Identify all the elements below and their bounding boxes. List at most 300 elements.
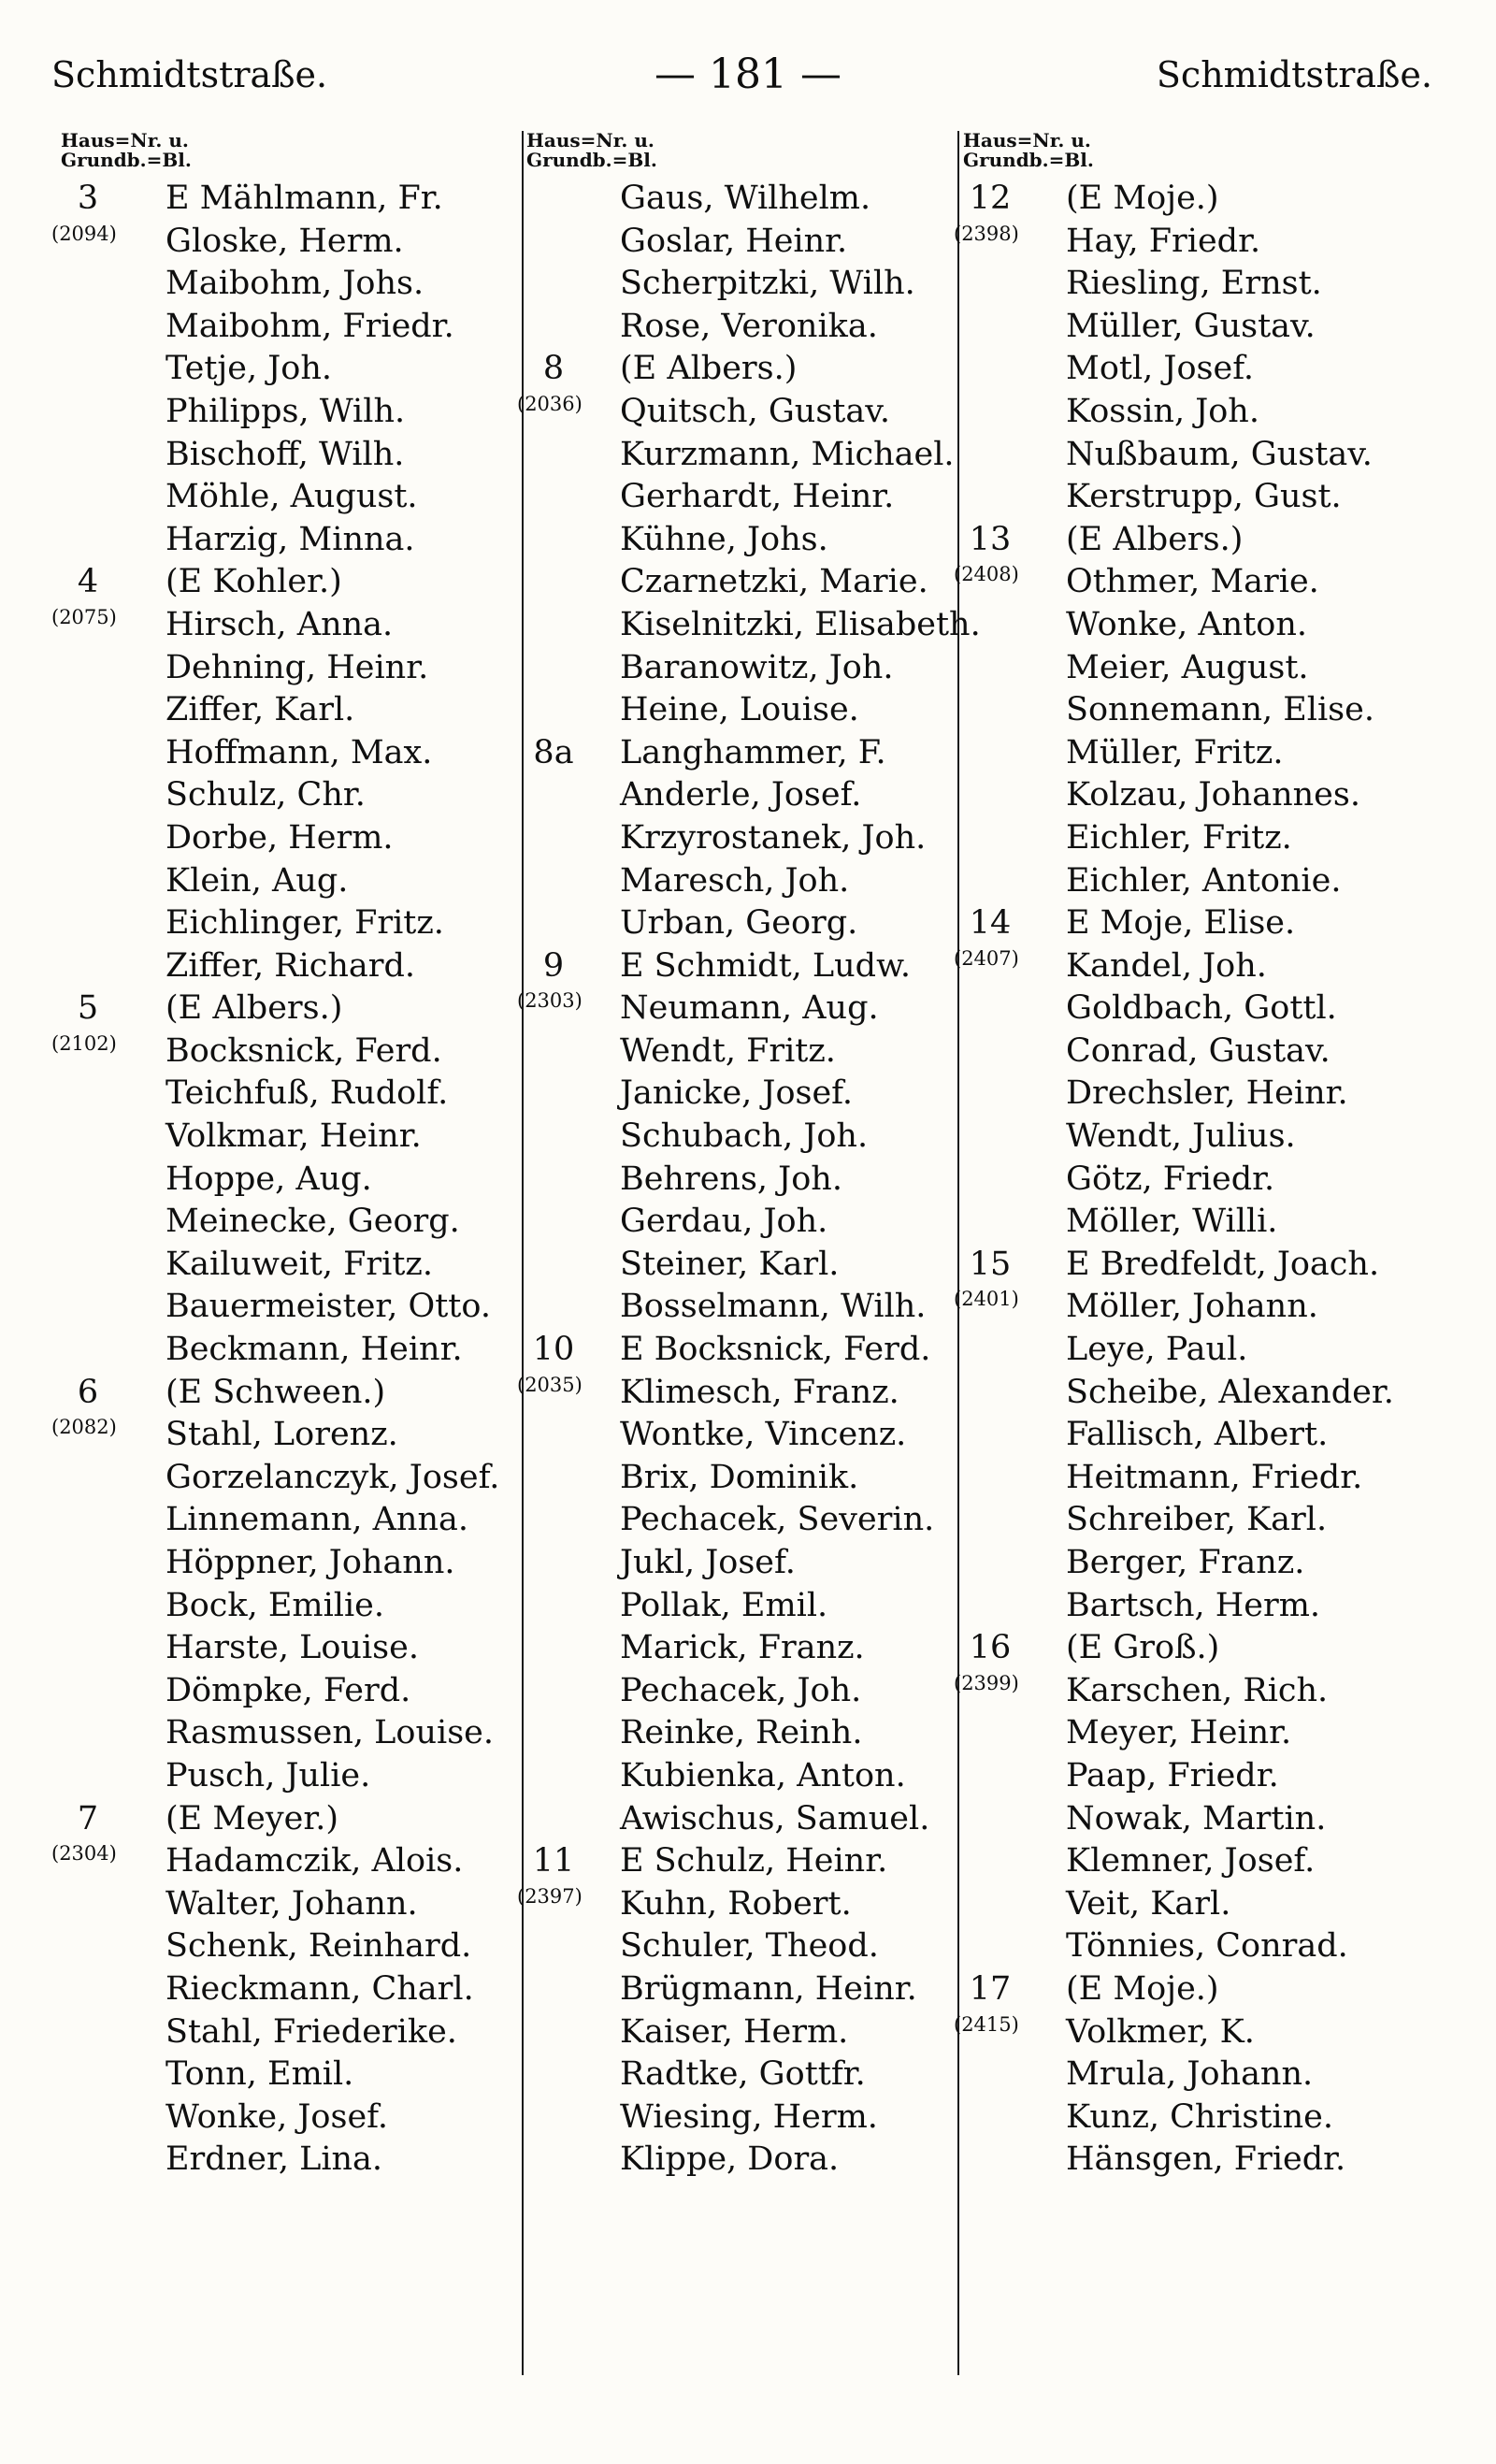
resident-name: Dömpke, Ferd. bbox=[165, 1671, 411, 1709]
resident-name: Krzyrostanek, Joh. bbox=[620, 818, 927, 857]
resident-name: Heitmann, Friedr. bbox=[1066, 1458, 1363, 1496]
list-item bbox=[963, 178, 1440, 221]
resident-name: (E Moje.) bbox=[1066, 1969, 1219, 2008]
resident-name: Teichfuß, Rudolf. bbox=[165, 1074, 449, 1113]
resident-name: Motl, Josef. bbox=[1066, 350, 1255, 388]
resident-name: Möller, Johann. bbox=[1066, 1288, 1318, 1326]
resident-name: Tonn, Emil. bbox=[165, 2055, 354, 2094]
resident-name: Gorzelanczyk, Josef. bbox=[165, 1458, 500, 1496]
list-item bbox=[61, 2139, 528, 2182]
list-item bbox=[526, 434, 966, 477]
resident-name: Rasmussen, Louise. bbox=[165, 1714, 494, 1752]
list-item bbox=[526, 1840, 966, 1883]
resident-name: Bock, Emilie. bbox=[165, 1586, 385, 1624]
resident-name: Maresch, Joh. bbox=[620, 861, 850, 900]
resident-name: Linnemann, Anna. bbox=[165, 1501, 468, 1539]
resident-name: (E Meyer.) bbox=[165, 1799, 339, 1837]
resident-name: Berger, Franz. bbox=[1066, 1544, 1305, 1581]
list-item bbox=[963, 391, 1440, 434]
list-item bbox=[526, 1073, 966, 1116]
resident-name: Harzig, Minna. bbox=[165, 520, 415, 558]
list-item bbox=[954, 221, 1440, 264]
list-item bbox=[526, 306, 966, 349]
list-item bbox=[963, 1925, 1440, 1968]
list-item bbox=[963, 860, 1440, 903]
house-number: 14 bbox=[969, 904, 1012, 943]
resident-name: Maibohm, Friedr. bbox=[165, 307, 454, 345]
list-item bbox=[526, 774, 966, 817]
resident-name: Müller, Fritz. bbox=[1066, 733, 1284, 771]
list-item bbox=[963, 1244, 1440, 1287]
resident-name: Veit, Karl. bbox=[1066, 1884, 1231, 1923]
resident-name: Beckmann, Heinr. bbox=[165, 1331, 463, 1369]
resident-name: Kuhn, Robert. bbox=[620, 1884, 852, 1923]
land-register-number: (2415) bbox=[954, 2012, 1019, 2036]
list-item bbox=[61, 1968, 528, 2011]
resident-name: Volkmar, Heinr. bbox=[165, 1117, 422, 1156]
list-item bbox=[51, 1414, 528, 1457]
list-item bbox=[526, 2011, 966, 2054]
resident-name: Baranowitz, Joh. bbox=[620, 648, 894, 686]
resident-list bbox=[51, 178, 528, 2182]
list-item bbox=[963, 1499, 1440, 1542]
list-item bbox=[61, 476, 528, 519]
resident-name: Schreiber, Karl. bbox=[1066, 1501, 1328, 1539]
list-item bbox=[526, 263, 966, 306]
list-item bbox=[963, 348, 1440, 391]
resident-name: Schulz, Chr. bbox=[165, 776, 366, 814]
resident-name: Bischoff, Wilh. bbox=[165, 435, 405, 473]
resident-name: E Moje, Elise. bbox=[1066, 904, 1296, 943]
resident-name: Nowak, Martin. bbox=[1066, 1799, 1327, 1837]
list-item bbox=[963, 2053, 1440, 2097]
list-item bbox=[963, 1329, 1440, 1372]
list-item bbox=[963, 647, 1440, 690]
column-header bbox=[61, 131, 528, 178]
resident-name: Schenk, Reinhard. bbox=[165, 1927, 472, 1966]
list-item bbox=[963, 689, 1440, 732]
resident-name: Brix, Dominik. bbox=[620, 1458, 859, 1496]
resident-name: Kandel, Joh. bbox=[1066, 946, 1267, 985]
list-item bbox=[954, 1286, 1440, 1329]
resident-name: Tönnies, Conrad. bbox=[1066, 1927, 1348, 1966]
resident-name: Gerdau, Joh. bbox=[620, 1203, 828, 1241]
resident-name: Heine, Louise. bbox=[620, 691, 859, 729]
list-item bbox=[963, 476, 1440, 519]
resident-name: Radtke, Gottfr. bbox=[620, 2055, 866, 2094]
resident-name: Höppner, Johann. bbox=[165, 1544, 455, 1581]
list-item bbox=[61, 306, 528, 349]
resident-name: Klippe, Dora. bbox=[620, 2140, 840, 2179]
resident-name: Kiselnitzki, Elisabeth. bbox=[620, 605, 981, 643]
list-item bbox=[61, 434, 528, 477]
resident-name: (E Moje.) bbox=[1066, 180, 1219, 217]
list-item bbox=[526, 1201, 966, 1244]
resident-name: Bauermeister, Otto. bbox=[165, 1288, 491, 1326]
resident-name: Bartsch, Herm. bbox=[1066, 1586, 1321, 1624]
resident-name: Hirsch, Anna. bbox=[165, 605, 394, 643]
list-item bbox=[61, 1159, 528, 1202]
column-header-line1: Haus=Nr. u. bbox=[526, 129, 654, 151]
land-register-number: (2401) bbox=[954, 1288, 1019, 1311]
resident-name: Karschen, Rich. bbox=[1066, 1671, 1329, 1709]
resident-name: Pechacek, Severin. bbox=[620, 1501, 935, 1539]
page-number: — 181 — bbox=[654, 50, 842, 98]
resident-name: Steiner, Karl. bbox=[620, 1245, 840, 1283]
resident-name: E Bredfeldt, Joach. bbox=[1066, 1245, 1380, 1283]
column-3 bbox=[954, 129, 1440, 2182]
list-item bbox=[963, 774, 1440, 817]
list-item bbox=[517, 1372, 966, 1415]
list-item bbox=[963, 604, 1440, 647]
resident-name: (E Albers.) bbox=[165, 989, 343, 1028]
list-item bbox=[526, 1329, 966, 1372]
list-item bbox=[526, 178, 966, 221]
resident-name: Dehning, Heinr. bbox=[165, 648, 429, 686]
land-register-number: (2398) bbox=[954, 222, 1019, 245]
list-item bbox=[963, 1840, 1440, 1883]
house-number: 15 bbox=[969, 1245, 1012, 1283]
resident-name: Behrens, Joh. bbox=[620, 1160, 842, 1198]
resident-name: Schuler, Theod. bbox=[620, 1927, 879, 1966]
resident-name: Conrad, Gustav. bbox=[1066, 1031, 1331, 1070]
resident-name: Scheibe, Alexander. bbox=[1066, 1373, 1394, 1411]
list-item bbox=[61, 2011, 528, 2054]
list-item bbox=[51, 1840, 528, 1883]
list-item bbox=[526, 1244, 966, 1287]
list-item bbox=[526, 1159, 966, 1202]
list-item bbox=[61, 263, 528, 306]
list-item bbox=[61, 1585, 528, 1628]
resident-name: Neumann, Aug. bbox=[620, 989, 879, 1028]
list-item bbox=[963, 1542, 1440, 1585]
resident-name: Stahl, Friederike. bbox=[165, 2012, 457, 2051]
list-item bbox=[526, 1030, 966, 1073]
resident-name: Pollak, Emil. bbox=[620, 1586, 828, 1624]
list-item bbox=[963, 2139, 1440, 2182]
land-register-number: (2303) bbox=[517, 989, 583, 1013]
resident-name: Klimesch, Franz. bbox=[620, 1373, 899, 1411]
list-item bbox=[963, 1585, 1440, 1628]
resident-name: Erdner, Lina. bbox=[165, 2140, 383, 2179]
list-item bbox=[526, 732, 966, 775]
resident-name: Kurzmann, Michael. bbox=[620, 435, 955, 473]
list-item bbox=[526, 2097, 966, 2140]
column-2 bbox=[517, 129, 981, 2182]
land-register-number: (2082) bbox=[51, 1416, 117, 1439]
resident-name: Wonke, Anton. bbox=[1066, 605, 1308, 643]
resident-name: Goldbach, Gottl. bbox=[1066, 989, 1337, 1028]
resident-name: Meier, August. bbox=[1066, 648, 1309, 686]
resident-name: Kaiser, Herm. bbox=[620, 2012, 849, 2051]
resident-name: Nußbaum, Gustav. bbox=[1066, 435, 1373, 473]
column-header-line1: Haus=Nr. u. bbox=[61, 129, 189, 151]
list-item bbox=[61, 1244, 528, 1287]
list-item bbox=[526, 1457, 966, 1500]
list-item bbox=[517, 1883, 966, 1926]
list-item bbox=[61, 1372, 528, 1415]
list-item bbox=[963, 1968, 1440, 2011]
resident-name: Maibohm, Johs. bbox=[165, 265, 424, 303]
list-item bbox=[61, 1116, 528, 1159]
list-item bbox=[517, 391, 966, 434]
resident-name: Hay, Friedr. bbox=[1066, 222, 1261, 260]
land-register-number: (2304) bbox=[51, 1842, 117, 1866]
resident-name: Janicke, Josef. bbox=[620, 1074, 854, 1113]
resident-name: Harste, Louise. bbox=[165, 1629, 419, 1667]
list-item bbox=[963, 1755, 1440, 1798]
list-item bbox=[526, 1286, 966, 1329]
house-number: 9 bbox=[542, 946, 565, 985]
resident-name: Schubach, Joh. bbox=[620, 1117, 869, 1156]
resident-name: Wendt, Julius. bbox=[1066, 1117, 1296, 1156]
street-name-left: Schmidtstraße. bbox=[51, 54, 328, 95]
resident-name: Wendt, Fritz. bbox=[620, 1031, 836, 1070]
list-item bbox=[61, 817, 528, 860]
list-item bbox=[61, 945, 528, 988]
column-header-line1: Haus=Nr. u. bbox=[963, 129, 1091, 151]
column-header bbox=[963, 131, 1440, 178]
land-register-number: (2408) bbox=[954, 563, 1019, 586]
list-item bbox=[963, 1073, 1440, 1116]
list-item bbox=[954, 561, 1440, 604]
list-item bbox=[526, 221, 966, 264]
house-number: 6 bbox=[77, 1373, 99, 1411]
list-item bbox=[61, 1712, 528, 1755]
list-item bbox=[526, 1968, 966, 2011]
list-item bbox=[61, 1798, 528, 1841]
resident-name: Kerstrupp, Gust. bbox=[1066, 478, 1342, 516]
list-item bbox=[61, 860, 528, 903]
list-item bbox=[61, 2053, 528, 2097]
resident-name: Awischus, Samuel. bbox=[620, 1799, 930, 1837]
resident-name: Volkmer, K. bbox=[1066, 2012, 1255, 2051]
resident-name: Dorbe, Herm. bbox=[165, 818, 394, 857]
list-item bbox=[61, 519, 528, 562]
list-item bbox=[963, 987, 1440, 1030]
land-register-number: (2075) bbox=[51, 605, 117, 628]
resident-name: Tetje, Joh. bbox=[165, 350, 332, 388]
list-item bbox=[526, 1499, 966, 1542]
land-register-number: (2397) bbox=[517, 1884, 583, 1908]
resident-name: Reinke, Reinh. bbox=[620, 1714, 863, 1752]
resident-name: (E Albers.) bbox=[620, 350, 798, 388]
resident-name: Bocksnick, Ferd. bbox=[165, 1031, 442, 1070]
house-number: 13 bbox=[969, 520, 1012, 558]
list-item bbox=[61, 1670, 528, 1713]
resident-name: Kailuweit, Fritz. bbox=[165, 1245, 433, 1283]
list-item bbox=[963, 1414, 1440, 1457]
list-item bbox=[61, 1542, 528, 1585]
resident-name: Meinecke, Georg. bbox=[165, 1203, 460, 1241]
land-register-number: (2036) bbox=[517, 392, 583, 415]
resident-name: Rose, Veronika. bbox=[620, 307, 878, 345]
list-item bbox=[526, 1798, 966, 1841]
list-item bbox=[51, 221, 528, 264]
resident-name: (E Kohler.) bbox=[165, 563, 342, 601]
list-item bbox=[526, 1585, 966, 1628]
list-item bbox=[526, 1627, 966, 1670]
list-item bbox=[526, 476, 966, 519]
list-item bbox=[526, 1670, 966, 1713]
column-header-line2: Grundb.=Bl. bbox=[963, 149, 1094, 171]
list-item bbox=[963, 1201, 1440, 1244]
resident-name: Gloske, Herm. bbox=[165, 222, 404, 260]
resident-name: Hänsgen, Friedr. bbox=[1066, 2140, 1346, 2179]
list-item bbox=[954, 2011, 1440, 2054]
resident-name: Sonnemann, Elise. bbox=[1066, 691, 1374, 729]
column-header-line2: Grundb.=Bl. bbox=[61, 149, 192, 171]
house-number: 10 bbox=[532, 1331, 575, 1369]
list-item bbox=[61, 774, 528, 817]
list-item bbox=[61, 1329, 528, 1372]
resident-name: Müller, Gustav. bbox=[1066, 307, 1316, 345]
list-item bbox=[526, 860, 966, 903]
house-number: 11 bbox=[532, 1842, 575, 1880]
list-item bbox=[526, 561, 966, 604]
house-number: 3 bbox=[77, 180, 99, 217]
list-item bbox=[61, 1925, 528, 1968]
resident-name: Klein, Aug. bbox=[165, 861, 349, 900]
resident-name: (E Albers.) bbox=[1066, 520, 1244, 558]
list-item bbox=[526, 604, 981, 647]
list-item bbox=[963, 817, 1440, 860]
list-item bbox=[526, 1925, 966, 1968]
resident-name: Wontke, Vincenz. bbox=[620, 1416, 907, 1454]
resident-name: Brügmann, Heinr. bbox=[620, 1969, 917, 2008]
list-item bbox=[61, 1201, 528, 1244]
house-number: 7 bbox=[77, 1799, 99, 1837]
resident-name: Stahl, Lorenz. bbox=[165, 1416, 398, 1454]
land-register-number: (2407) bbox=[954, 946, 1019, 970]
resident-name: Goslar, Heinr. bbox=[620, 222, 848, 260]
list-item bbox=[963, 1116, 1440, 1159]
list-item bbox=[61, 2097, 528, 2140]
resident-name: E Schulz, Heinr. bbox=[620, 1842, 888, 1880]
resident-name: Walter, Johann. bbox=[165, 1884, 418, 1923]
list-item bbox=[61, 561, 528, 604]
list-item bbox=[526, 1414, 966, 1457]
resident-name: Jukl, Josef. bbox=[620, 1544, 796, 1581]
resident-name: Hoppe, Aug. bbox=[165, 1160, 372, 1198]
list-item bbox=[61, 1286, 528, 1329]
resident-list bbox=[517, 178, 981, 2182]
list-item bbox=[963, 434, 1440, 477]
resident-name: E Schmidt, Ludw. bbox=[620, 946, 912, 985]
list-item bbox=[963, 263, 1440, 306]
resident-name: Bosselmann, Wilh. bbox=[620, 1288, 927, 1326]
list-item bbox=[51, 1030, 528, 1073]
list-item bbox=[526, 647, 966, 690]
resident-name: Ziffer, Richard. bbox=[165, 946, 416, 985]
resident-name: Möller, Willi. bbox=[1066, 1203, 1278, 1241]
list-item bbox=[61, 1755, 528, 1798]
resident-name: Götz, Friedr. bbox=[1066, 1160, 1275, 1198]
resident-name: Urban, Georg. bbox=[620, 904, 858, 943]
resident-name: Drechsler, Heinr. bbox=[1066, 1074, 1348, 1113]
list-item bbox=[61, 1883, 528, 1926]
column-header-line2: Grundb.=Bl. bbox=[526, 149, 657, 171]
resident-name: Quitsch, Gustav. bbox=[620, 392, 890, 430]
list-item bbox=[526, 2053, 966, 2097]
list-item bbox=[963, 1712, 1440, 1755]
resident-name: Möhle, August. bbox=[165, 478, 418, 516]
list-item bbox=[61, 987, 528, 1030]
list-item bbox=[61, 178, 528, 221]
resident-name: Fallisch, Albert. bbox=[1066, 1416, 1329, 1454]
resident-name: Pusch, Julie. bbox=[165, 1756, 371, 1794]
list-item bbox=[963, 519, 1440, 562]
list-item bbox=[526, 1116, 966, 1159]
resident-name: E Mählmann, Fr. bbox=[165, 180, 443, 217]
column-1 bbox=[51, 129, 528, 2182]
land-register-number: (2102) bbox=[51, 1031, 117, 1055]
list-item bbox=[963, 732, 1440, 775]
resident-name: (E Groß.) bbox=[1066, 1629, 1220, 1667]
list-item bbox=[963, 306, 1440, 349]
resident-name: Langhammer, F. bbox=[620, 733, 886, 771]
resident-name: Riesling, Ernst. bbox=[1066, 265, 1322, 303]
list-item bbox=[61, 1627, 528, 1670]
resident-name: Klemner, Josef. bbox=[1066, 1842, 1316, 1880]
list-item bbox=[526, 519, 966, 562]
list-item bbox=[963, 2097, 1440, 2140]
resident-name: Othmer, Marie. bbox=[1066, 563, 1319, 601]
list-item bbox=[61, 689, 528, 732]
resident-name: Anderle, Josef. bbox=[620, 776, 862, 814]
resident-name: Eichlinger, Fritz. bbox=[165, 904, 444, 943]
resident-name: Kolzau, Johannes. bbox=[1066, 776, 1360, 814]
resident-name: Ziffer, Karl. bbox=[165, 691, 355, 729]
house-number: 5 bbox=[77, 989, 99, 1028]
list-item bbox=[526, 689, 966, 732]
land-register-number: (2094) bbox=[51, 222, 117, 245]
resident-name: Czarnetzki, Marie. bbox=[620, 563, 928, 601]
list-item bbox=[61, 732, 528, 775]
resident-name: Pechacek, Joh. bbox=[620, 1671, 862, 1709]
list-item bbox=[526, 945, 966, 988]
house-number: 17 bbox=[969, 1969, 1012, 2008]
list-item bbox=[954, 1670, 1440, 1713]
house-number: 8 bbox=[542, 350, 565, 388]
list-item bbox=[963, 1030, 1440, 1073]
list-item bbox=[61, 348, 528, 391]
list-item bbox=[526, 902, 966, 945]
list-item bbox=[51, 604, 528, 647]
list-item bbox=[61, 1073, 528, 1116]
resident-list bbox=[954, 178, 1440, 2182]
land-register-number: (2399) bbox=[954, 1671, 1019, 1694]
list-item bbox=[526, 1712, 966, 1755]
list-item bbox=[61, 647, 528, 690]
resident-name: Kühne, Johs. bbox=[620, 520, 828, 558]
resident-name: Wonke, Josef. bbox=[165, 2097, 388, 2136]
list-item bbox=[963, 1372, 1440, 1415]
resident-name: Mrula, Johann. bbox=[1066, 2055, 1314, 2094]
list-item bbox=[526, 1542, 966, 1585]
list-item bbox=[61, 902, 528, 945]
list-item bbox=[963, 1159, 1440, 1202]
resident-name: Eichler, Fritz. bbox=[1066, 818, 1292, 857]
house-number: 16 bbox=[969, 1629, 1012, 1667]
list-item bbox=[963, 1627, 1440, 1670]
resident-name: Marick, Franz. bbox=[620, 1629, 865, 1667]
column-header bbox=[526, 131, 966, 178]
resident-name: Hadamczik, Alois. bbox=[165, 1842, 464, 1880]
list-item bbox=[61, 391, 528, 434]
list-item bbox=[61, 1499, 528, 1542]
list-item bbox=[517, 987, 966, 1030]
